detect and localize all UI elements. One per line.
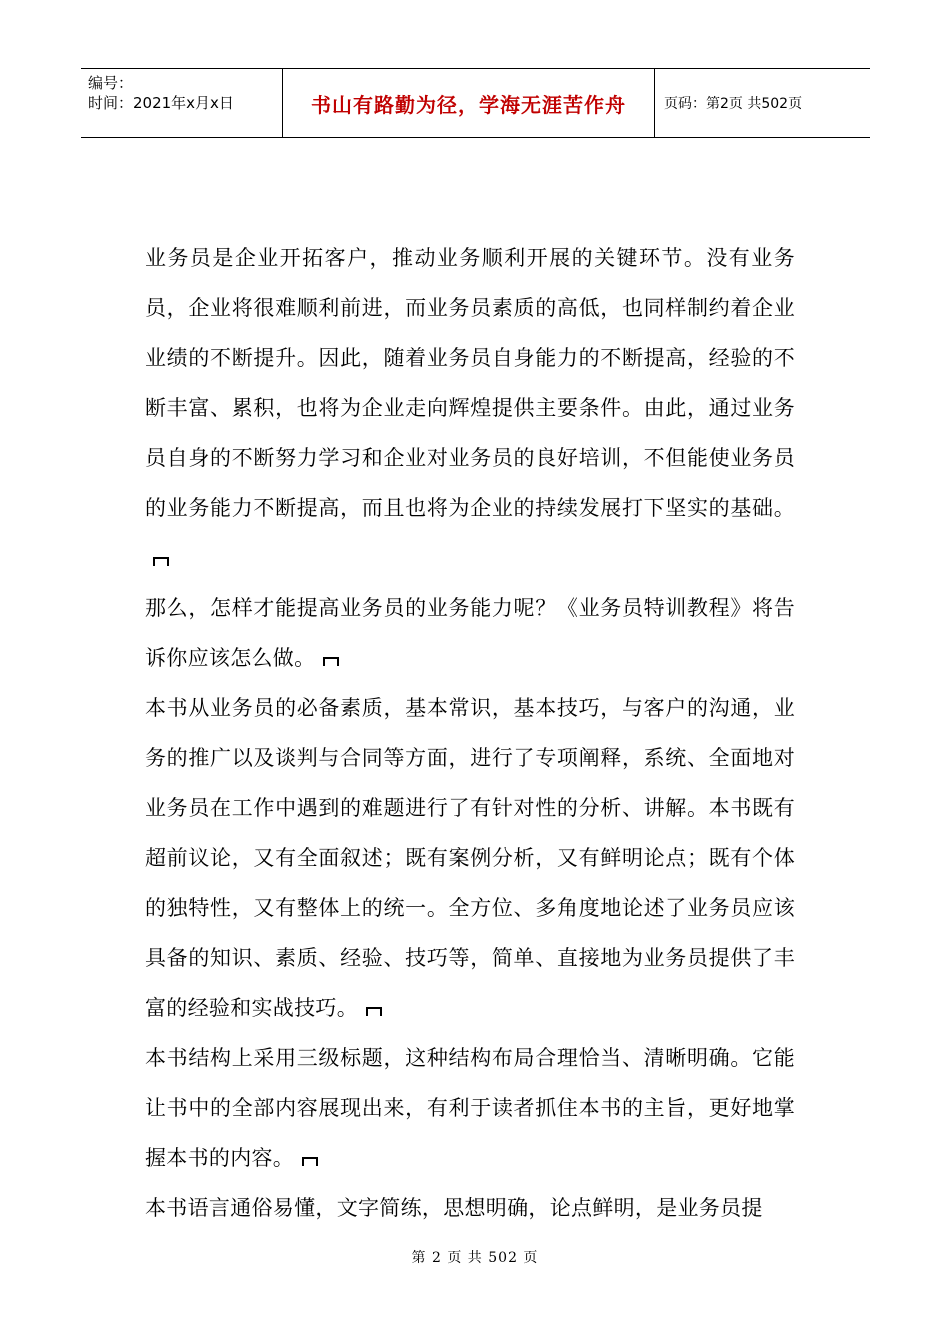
paragraph-mark-icon: [302, 1157, 318, 1166]
paragraph: 本书语言通俗易懂，文字简练，思想明确，论点鲜明，是业务员提: [145, 1196, 763, 1220]
paragraph: 本书从业务员的必备素质，基本常识，基本技巧，与客户的沟通，业务的推广以及谈判与合同等方面，进行了专项阐释，系统、全面地对业务员在工作中遇到的难题进行了有针对性的分析、讲解。本书既有超前议论，又有全面叙述；既有案例分析，又有鲜明论点；既有个体的独特性，又有整体上的统一。全方位、多角度地论述了业务员应该具备的知识、素质、经验、技巧等，简单、直接地为业务员提供了丰富的经验和实战技巧。: [145, 696, 795, 1020]
document-date-label: 时间：2021年x月x日: [88, 94, 234, 112]
paragraph: 本书结构上采用三级标题，这种结构布局合理恰当、清晰明确。它能让书中的全部内容展现出来，有利于读者抓住本书的主旨，更好地掌握本书的内容。: [145, 1046, 795, 1170]
header-page-info-cell: [655, 69, 870, 137]
header-motto-cell: [283, 69, 655, 137]
paragraph-mark-icon: [323, 657, 339, 666]
header-page-info: 页码：第2页 共502页: [664, 96, 803, 112]
page-header: [81, 68, 870, 138]
document-number-label: 编号：: [88, 74, 134, 92]
page-footer: 第 2 页 共 502 页: [411, 1250, 539, 1266]
header-motto: 书山有路勤为径，学海无涯苦作舟: [311, 92, 626, 117]
paragraph-mark-icon: [366, 1007, 382, 1016]
paragraph-mark-icon: [153, 557, 169, 566]
paragraph: 业务员是企业开拓客户，推动业务顺利开展的关键环节。没有业务员，企业将很难顺利前进，而业务员素质的高低，也同样制约着企业业绩的不断提升。因此，随着业务员自身能力的不断提高，经验的不断丰富、累积，也将为企业走向辉煌提供主要条件。由此，通过业务员自身的不断努力学习和企业对业务员的良好培训，不但能使业务员的业务能力不断提高，而且也将为企业的持续发展打下坚实的基础。: [145, 233, 795, 583]
paragraph: 那么，怎样才能提高业务员的业务能力呢？《业务员特训教程》将告诉你应该怎么做。: [145, 596, 795, 670]
document-body: [145, 233, 795, 1233]
header-meta: [81, 69, 283, 137]
